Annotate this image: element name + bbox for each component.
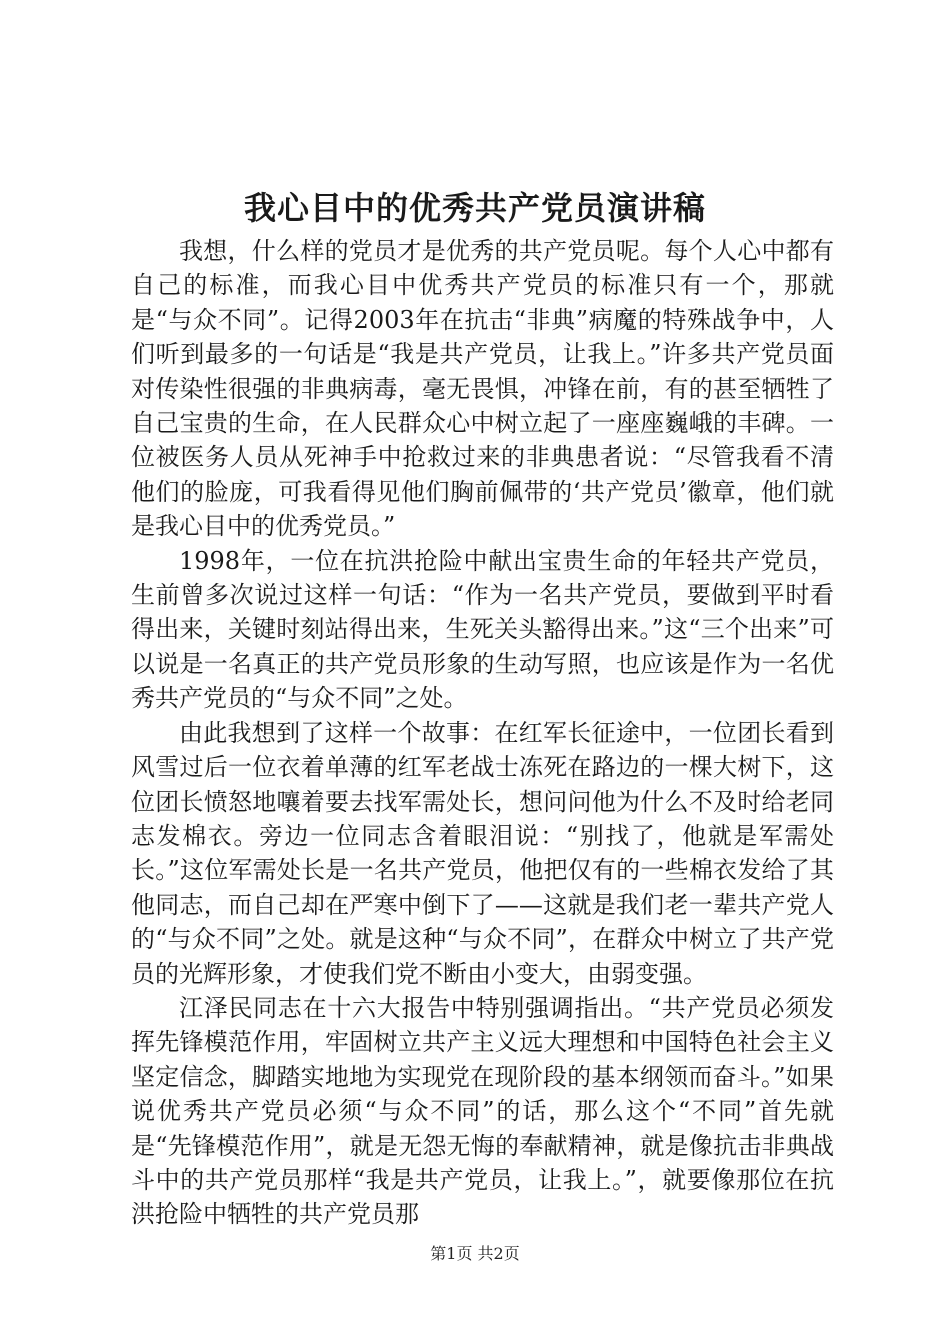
body-paragraph: 江泽民同志在十六大报告中特别强调指出。“共产党员必须发挥先锋模范作用，牢固树立共产主义远大理想和中国特色社会主义坚定信念，脚踏实地地为实现党在现阶段的基本纲领而奋斗。”如果说优秀共产党员必须“与众不同”的话，那么这个“不同”首先就是“先锋模范作用”，就是无怨无悔的奉献精神，就是像抗击非典战斗中的共产党员那样“我是共产党员，让我上。”，就要像那位在抗洪抢险中牺牲的共产党员那 <box>131 993 834 1229</box>
document-body <box>131 234 834 1232</box>
page-number-footer: 第1页 共2页 <box>430 1244 520 1263</box>
body-paragraph: 我想，什么样的党员才是优秀的共产党员呢。每个人心中都有自己的标准，而我心目中优秀共产党员的标准只有一个，那就是“与众不同”。记得2003年在抗击“非典”病魔的特殊战争中，人们听到最多的一句话是“我是共产党员，让我上。”许多共产党员面对传染性很强的非典病毒，毫无畏惧，冲锋在前，有的甚至牺牲了自己宝贵的生命，在人民群众心中树立起了一座座巍峨的丰碑。一位被医务人员从死神手中抢救过来的非典患者说：“尽管我看不清他们的脸庞，可我看得见他们胸前佩带的‘共产党员’徽章，他们就是我心目中的优秀党员。” <box>131 237 834 541</box>
body-paragraph: 1998年，一位在抗洪抢险中献出宝贵生命的年轻共产党员，生前曾多次说过这样一句话：“作为一名共产党员，要做到平时看得出来，关键时刻站得出来，生死关头豁得出来。”这“三个出来”可以说是一名真正的共产党员形象的生动写照，也应该是作为一名优秀共产党员的“与众不同”之处。 <box>131 546 834 713</box>
body-paragraph: 由此我想到了这样一个故事：在红军长征途中，一位团长看到风雪过后一位衣着单薄的红军老战士冻死在路边的一棵大树下，这位团长愤怒地嚷着要去找军需处长，想问问他为什么不及时给老同志发棉衣。旁边一位同志含着眼泪说：“别找了，他就是军需处长。”这位军需处长是一名共产党员，他把仅有的一些棉衣发给了其他同志，而自己却在严寒中倒下了——这就是我们老一辈共产党人的“与众不同”之处。就是这种“与众不同”，在群众中树立了共产党员的光辉形象，才使我们党不断由小变大，由弱变强。 <box>131 718 834 988</box>
document-title: 我心目中的优秀共产党员演讲稿 <box>243 189 706 227</box>
